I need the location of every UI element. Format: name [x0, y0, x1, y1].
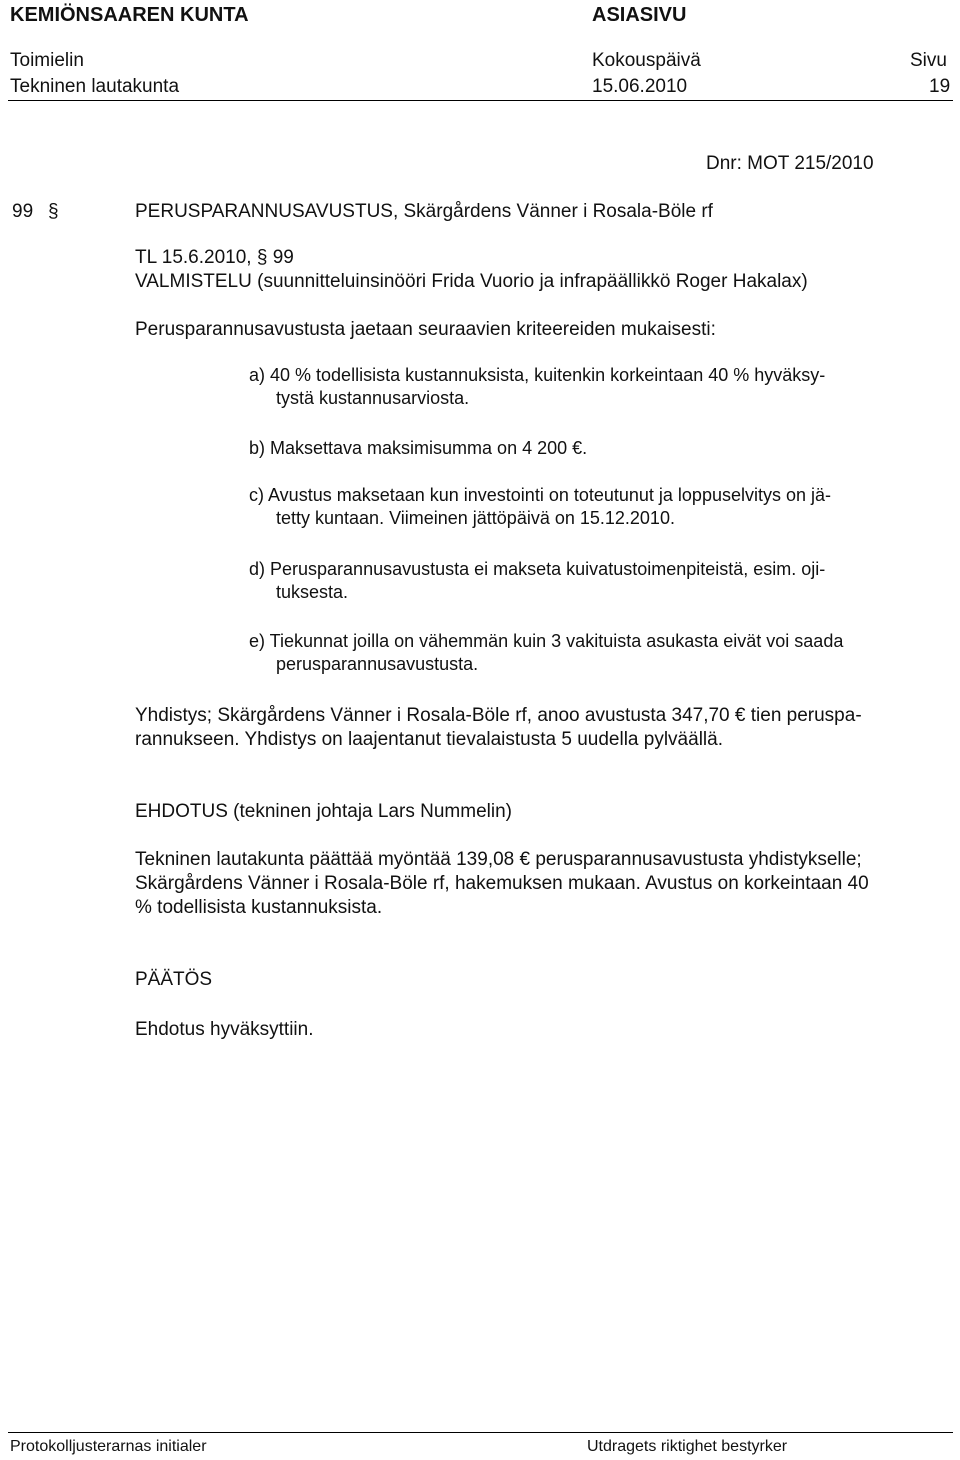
- decision-text: Ehdotus hyväksyttiin.: [135, 1019, 314, 1040]
- decision-heading: PÄÄTÖS: [135, 969, 213, 990]
- application-paragraph: [135, 704, 955, 752]
- criterion-continuation: tystä kustannusarviosta.: [276, 388, 470, 408]
- document-type: ASIASIVU: [592, 4, 687, 26]
- organ-value: Tekninen lautakunta: [10, 76, 180, 97]
- criterion-item: [249, 630, 954, 676]
- criterion-item: [249, 437, 954, 460]
- criterion-item: [249, 364, 954, 410]
- footer-certification-label: Utdragets riktighet bestyrker: [587, 1438, 788, 1455]
- organ-label: Toimielin: [10, 50, 84, 71]
- paragraph-line: Skärgårdens Vänner i Rosala-Böle rf, hakemuksen mukaan. Avustus on korkeintaan 40: [135, 873, 869, 894]
- paragraph-line: Yhdistys; Skärgårdens Vänner i Rosala-Böle rf, anoo avustusta 347,70 € tien peruspa-: [135, 705, 862, 726]
- case-number: 99: [12, 201, 34, 222]
- header-rule: [8, 100, 953, 101]
- criterion-line: e) Tiekunnat joilla on vähemmän kuin 3 vakituista asukasta eivät voi saada: [249, 631, 844, 651]
- meeting-date-label: Kokouspäivä: [592, 50, 701, 71]
- preparation-intro: Perusparannusavustusta jaetaan seuraavien kriteereiden mukaisesti:: [135, 319, 716, 340]
- page-label: Sivu: [910, 50, 947, 71]
- diary-number: Dnr: MOT 215/2010: [706, 153, 874, 174]
- section-sign-icon: §: [48, 201, 59, 222]
- case-title: PERUSPARANNUSAVUSTUS, Skärgårdens Vänner i Rosala-Böle rf: [135, 201, 713, 222]
- footer-rule: [8, 1432, 953, 1433]
- section-sign-icon: §: [256, 247, 268, 268]
- criterion-continuation: tuksesta.: [276, 582, 349, 602]
- proposal-heading: EHDOTUS (tekninen johtaja Lars Nummelin): [135, 801, 512, 822]
- criterion-item: [249, 558, 954, 604]
- criterion-item: [249, 484, 954, 530]
- paragraph-line: Tekninen lautakunta päättää myöntää 139,08 € perusparannusavustusta yhdistykselle;: [135, 849, 862, 870]
- criterion-continuation: tetty kuntaan. Viimeinen jättöpäivä on 15.12.2010.: [276, 508, 675, 528]
- proposal-paragraph: [135, 848, 955, 920]
- paragraph-line: % todellisista kustannuksista.: [135, 897, 383, 918]
- reference-prefix: TL 15.6.2010,: [135, 247, 252, 268]
- organization-name: KEMIÖNSAAREN KUNTA: [10, 4, 249, 26]
- meeting-date-value: 15.06.2010: [592, 76, 688, 97]
- criterion-line: c) Avustus maksetaan kun investointi on toteutunut ja loppuselvitys on jä-: [249, 485, 832, 505]
- case-reference: [135, 246, 294, 270]
- criterion-line: a) 40 % todellisista kustannuksista, kuitenkin korkeintaan 40 % hyväksy-: [249, 365, 826, 385]
- reference-number: 99: [272, 247, 294, 268]
- criterion-line: d) Perusparannusavustusta ei makseta kuivatustoimenpiteistä, esim. oji-: [249, 559, 826, 579]
- criterion-continuation: perusparannusavustusta.: [276, 654, 479, 674]
- preparation-heading: VALMISTELU (suunnitteluinsinööri Frida Vuorio ja infrapäällikkö Roger Hakalax): [135, 271, 808, 292]
- paragraph-line: rannukseen. Yhdistys on laajentanut tievalaistusta 5 uudella pylväällä.: [135, 729, 723, 750]
- page-number: 19: [929, 76, 951, 97]
- footer-initials-label: Protokolljusterarnas initialer: [10, 1438, 207, 1455]
- criterion-line: b) Maksettava maksimisumma on 4 200 €.: [249, 438, 588, 458]
